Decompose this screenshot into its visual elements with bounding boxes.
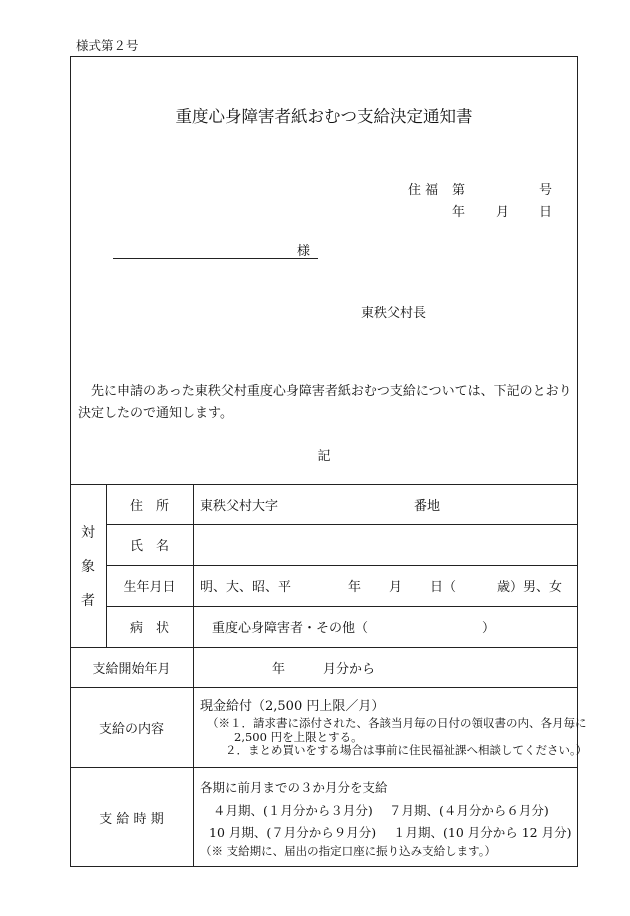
column-divider bbox=[193, 484, 194, 867]
timing-label: 支 給 時 期 bbox=[99, 811, 164, 827]
condition-label: 病 状 bbox=[129, 621, 169, 636]
birth-day: 日（ bbox=[430, 580, 457, 595]
target-char: 象 bbox=[81, 558, 95, 575]
addressee-suffix: 様 bbox=[297, 244, 311, 259]
date-year: 年 bbox=[452, 205, 466, 220]
birth-age-sex: 歳）男、女 bbox=[497, 580, 563, 595]
content-main: 現金給付（2,500 円上限／月） bbox=[200, 699, 385, 714]
target-char: 者 bbox=[81, 592, 95, 609]
timing-january: １月期、(10 月分から 12 月分) bbox=[393, 825, 572, 840]
target-person-label bbox=[70, 484, 106, 647]
birthdate-label: 生年月日 bbox=[123, 580, 176, 595]
address-label: 住 所 bbox=[129, 498, 169, 514]
content-note-1-cont: 2,500 円を上限とする。 bbox=[234, 730, 363, 744]
reference-dai: 第 bbox=[452, 183, 466, 198]
condition-close: ） bbox=[482, 621, 496, 636]
start-year: 年 bbox=[272, 661, 286, 677]
address-suffix: 番地 bbox=[414, 498, 441, 514]
content-note-2: ２．まとめ買いをする場合は事前に住民福祉課へ相談してください。） bbox=[225, 743, 588, 757]
addressee-line bbox=[113, 242, 318, 259]
start-month: 月分から bbox=[323, 661, 376, 677]
target-char: 対 bbox=[81, 524, 95, 541]
name-label: 氏 名 bbox=[129, 539, 169, 554]
reference-go: 号 bbox=[539, 183, 553, 198]
birth-year: 年 bbox=[348, 580, 362, 595]
birth-month: 月 bbox=[389, 580, 403, 595]
notice-body: 先に申請のあった東秩父村重度心身障害者紙おむつ支給については、下記のとおり決定したので通知します。 bbox=[78, 384, 572, 421]
timing-april: ４月期、(１月分から３月分) bbox=[213, 803, 373, 818]
issuer: 東秩父村長 bbox=[361, 306, 427, 321]
timing-line-1: 各期に前月までの３か月分を支給 bbox=[200, 780, 388, 795]
document-title: 重度心身障害者紙おむつ支給決定通知書 bbox=[175, 107, 473, 126]
condition-value: 重度心身障害者・その他（ bbox=[212, 621, 369, 636]
date-month: 月 bbox=[496, 205, 510, 220]
timing-note: （※ 支給期に、届出の指定口座に振り込み支給します。） bbox=[200, 844, 496, 858]
reference-prefix: 住 福 bbox=[408, 183, 439, 198]
birth-era: 明、大、昭、平 bbox=[200, 580, 292, 595]
content-note-1: （※１．請求書に添付された、各該当月毎の日付の領収書の内、各月毎に bbox=[207, 716, 587, 730]
timing-july: ７月期、(４月分から６月分) bbox=[389, 803, 549, 818]
date-day: 日 bbox=[539, 205, 553, 220]
form-number: 様式第２号 bbox=[76, 38, 139, 53]
address-value: 東秩父村大字 bbox=[200, 498, 279, 514]
start-label: 支給開始年月 bbox=[92, 661, 171, 677]
ki-heading: 記 bbox=[317, 449, 331, 464]
content-label: 支給の内容 bbox=[98, 721, 164, 737]
timing-october: 10 月期、(７月分から９月分) bbox=[209, 825, 377, 840]
